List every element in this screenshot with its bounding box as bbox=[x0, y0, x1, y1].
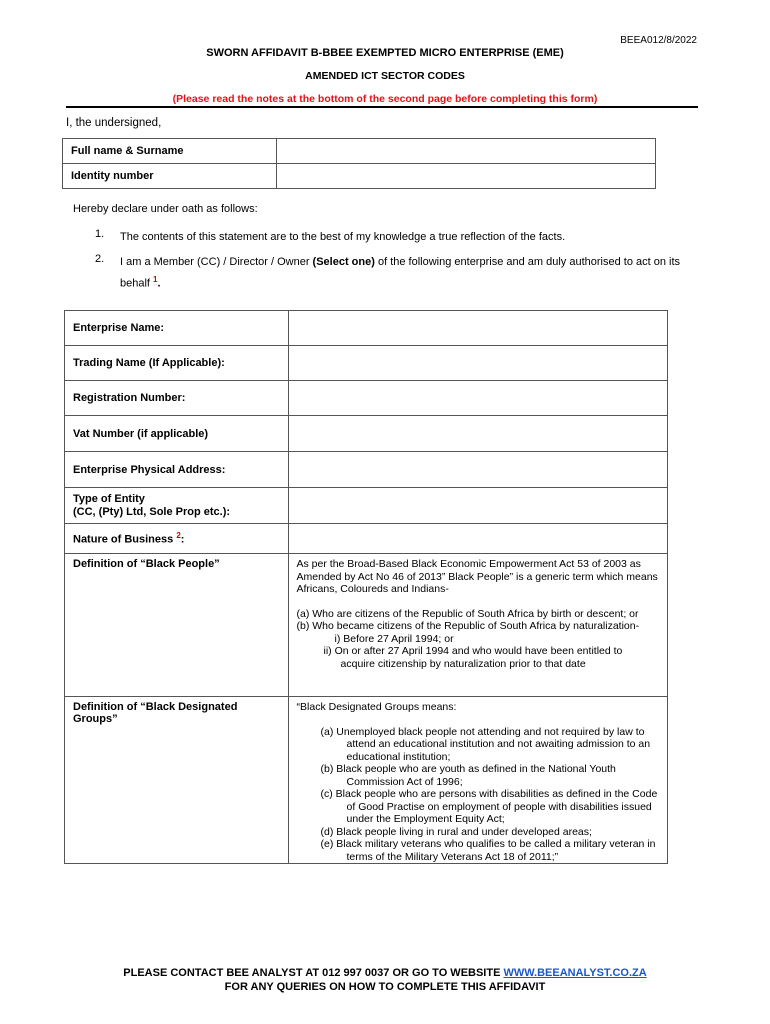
black-people-definition bbox=[288, 554, 667, 697]
form-subtitle: AMENDED ICT SECTOR CODES bbox=[305, 70, 465, 82]
statement-text-part: I am a Member (CC) / Director / Owner bbox=[120, 256, 313, 268]
entity-type-label: Type of Entity (CC, (Pty) Ltd, Sole Prop etc.): bbox=[65, 488, 289, 524]
list-item: (e) Black military veterans who qualifies to be called a military veteran in terms of the Military Veterans Act 18 of 2011;” bbox=[320, 838, 656, 863]
nature-of-business-field[interactable] bbox=[288, 524, 667, 554]
statement-number: 1. bbox=[95, 228, 105, 240]
footnote-marker: 1 bbox=[153, 275, 158, 284]
full-name-field[interactable] bbox=[277, 139, 656, 164]
table-row bbox=[65, 452, 668, 488]
black-people-list bbox=[297, 608, 659, 671]
enterprise-name-field[interactable] bbox=[288, 311, 667, 346]
enterprise-details-table bbox=[64, 310, 668, 864]
header-divider bbox=[66, 106, 698, 108]
designated-groups-intro: “Black Designated Groups means: bbox=[296, 701, 457, 713]
nature-label-text: Nature of Business bbox=[73, 533, 177, 546]
table-row bbox=[65, 524, 668, 554]
statement-text bbox=[120, 253, 690, 293]
identity-number-label: Identity number bbox=[63, 164, 277, 189]
registration-number-field[interactable] bbox=[288, 381, 667, 416]
statement-number: 2. bbox=[95, 253, 105, 265]
list-item: ii) On or after 27 April 1994 and who would have been entitled to acquire citizenship by naturalization prior to that date bbox=[323, 645, 623, 670]
trading-name-label: Trading Name (If Applicable): bbox=[65, 346, 289, 381]
undersigned-text: I, the undersigned, bbox=[66, 117, 162, 129]
list-item: i) Before 27 April 1994; or bbox=[334, 632, 454, 645]
identity-number-field[interactable] bbox=[277, 164, 656, 189]
trading-name-field[interactable] bbox=[288, 346, 667, 381]
website-link[interactable]: WWW.BEEANALYST.CO.ZA bbox=[503, 967, 647, 979]
footer-line-1 bbox=[0, 966, 770, 980]
full-name-label: Full name & Surname bbox=[63, 139, 277, 164]
list-item: (b) Who became citizens of the Republic of South Africa by naturalization- bbox=[296, 620, 640, 632]
list-item: (c) Black people who are persons with disabilities as defined in the Code of Good Practise on employment of people with disabilities issued under the Employment Equity Act; bbox=[320, 788, 658, 825]
list-item: (a) Who are citizens of the Republic of South Africa by birth or descent; or bbox=[296, 607, 639, 620]
footer-line-2: FOR ANY QUERIES ON HOW TO COMPLETE THIS AFFIDAVIT bbox=[224, 981, 546, 993]
statement-text: The contents of this statement are to the best of my knowledge a true reflection of the facts. bbox=[120, 231, 566, 243]
enterprise-name-label: Enterprise Name: bbox=[65, 311, 289, 346]
list-item: (d) Black people living in rural and under developed areas; bbox=[320, 825, 592, 838]
table-row bbox=[65, 346, 668, 381]
table-row bbox=[63, 139, 656, 164]
designated-groups-label: Definition of “Black Designated Groups” bbox=[65, 697, 289, 864]
black-people-label: Definition of “Black People” bbox=[65, 554, 289, 697]
physical-address-label: Enterprise Physical Address: bbox=[65, 452, 289, 488]
select-one-emphasis: (Select one) bbox=[312, 256, 375, 268]
form-title: SWORN AFFIDAVIT B-BBEE EXEMPTED MICRO ENTERPRISE (EME) bbox=[206, 47, 564, 59]
designated-groups-definition bbox=[288, 697, 667, 864]
list-item: (a) Unemployed black people not attending and not required by law to attend an educational institution and not awaiting admission to an educational institution; bbox=[320, 725, 651, 763]
statement-end: . bbox=[157, 277, 161, 290]
table-row bbox=[65, 381, 668, 416]
form-notice: (Please read the notes at the bottom of the second page before completing this form) bbox=[172, 93, 598, 105]
list-item: (b) Black people who are youth as defined in the National Youth Commission Act of 1996; bbox=[320, 763, 616, 788]
vat-number-field[interactable] bbox=[288, 416, 667, 452]
table-row bbox=[65, 554, 668, 697]
black-people-intro: As per the Broad-Based Black Economic Empowerment Act 53 of 2003 as Amended by Act No 46 of 2013” Black People” is a generic term which means Africans, Coloureds and Indians- bbox=[296, 558, 658, 595]
personal-details-table bbox=[62, 138, 656, 189]
entity-type-field[interactable] bbox=[288, 488, 667, 524]
physical-address-field[interactable] bbox=[288, 452, 667, 488]
designated-groups-list bbox=[297, 726, 659, 864]
nature-label-suffix: : bbox=[180, 533, 185, 546]
table-row bbox=[65, 697, 668, 864]
table-row bbox=[65, 488, 668, 524]
registration-number-label: Registration Number: bbox=[65, 381, 289, 416]
vat-number-label: Vat Number (if applicable) bbox=[65, 416, 289, 452]
table-row bbox=[63, 164, 656, 189]
footer-contact-text: PLEASE CONTACT BEE ANALYST AT 012 997 0037 OR GO TO WEBSITE bbox=[123, 967, 504, 979]
reference-number: BEEA012/8/2022 bbox=[620, 35, 697, 46]
footer-contact bbox=[0, 966, 770, 994]
nature-of-business-label bbox=[65, 524, 289, 554]
declare-intro: Hereby declare under oath as follows: bbox=[73, 203, 258, 215]
footnote-marker: 2 bbox=[176, 531, 181, 541]
table-row bbox=[65, 416, 668, 452]
statement-text-part: of the following enterprise and am duly authorised to act on its behalf bbox=[120, 256, 681, 290]
table-row bbox=[65, 311, 668, 346]
